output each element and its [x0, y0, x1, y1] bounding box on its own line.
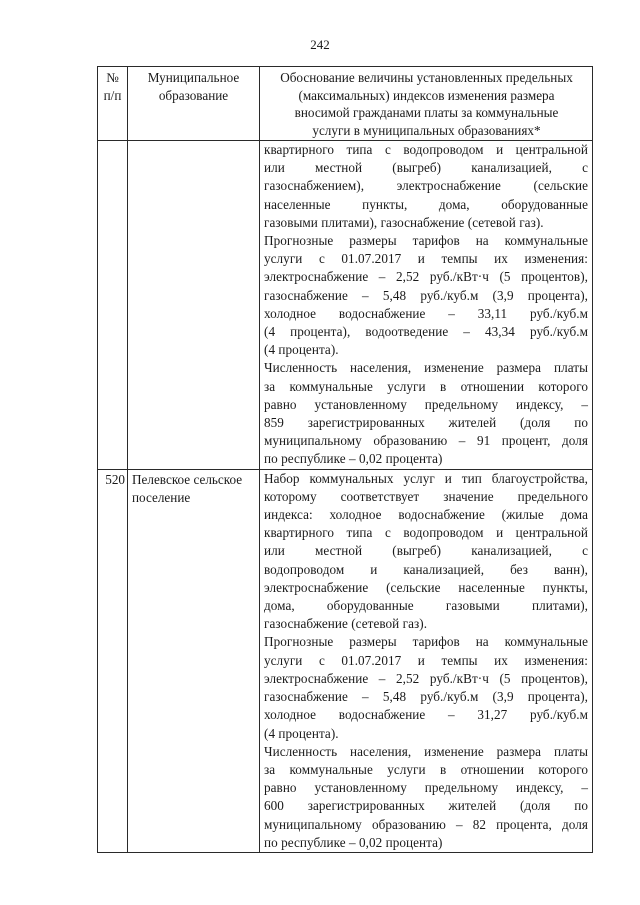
justification-paragraph	[264, 232, 588, 359]
text-line: (4 процента).	[264, 725, 339, 741]
row-justification	[260, 469, 593, 852]
text-line: 600 зарегистрированных жителей (доля по	[264, 798, 588, 814]
text-line: дома, оборудованные газовыми плитами),	[264, 598, 588, 614]
page-number: 242	[310, 37, 330, 52]
text-line: газоснабжением), электроснабжение (сельские	[264, 178, 588, 194]
row-number	[98, 141, 128, 470]
text-line: услуги с 01.07.2017 и темпы их изменения:	[264, 652, 588, 668]
header-municipality-line: образование	[158, 87, 229, 103]
row-number: 520	[98, 469, 128, 852]
header-number-line: п/п	[103, 87, 122, 103]
row-municipality: Пелевское сельское поселение	[128, 469, 260, 852]
text-line: Численность населения, изменение размера платы	[264, 743, 588, 759]
table-row	[98, 141, 593, 470]
text-line: (4 процента).	[264, 342, 339, 358]
text-line: газоснабжение – 5,48 руб./куб.м (3,9 процента),	[264, 287, 588, 303]
text-line: 859 зарегистрированных жителей (доля по	[264, 415, 588, 431]
justification-paragraph	[264, 743, 588, 852]
text-line: по республике – 0,02 процента)	[264, 834, 443, 850]
header-municipality	[128, 67, 260, 141]
text-line: или местной (выгреб) канализацией, с	[264, 543, 588, 559]
text-line: за коммунальные услуги в отношении которого	[264, 761, 588, 777]
justification-paragraph	[264, 633, 588, 742]
text-line: квартирного типа с водопроводом и центральной	[264, 142, 588, 157]
text-line: Прогнозные размеры тарифов на коммунальные	[264, 634, 588, 650]
text-line: равно установленному предельному индексу, –	[264, 780, 588, 796]
text-line: электроснабжение (сельские населенные пункты,	[264, 579, 588, 595]
header-justification-line: (максимальных) индексов изменения размера	[298, 87, 555, 103]
justification-paragraph	[264, 141, 588, 232]
text-line: Численность населения, изменение размера платы	[264, 360, 588, 376]
text-line: Набор коммунальных услуг и тип благоустройства,	[264, 470, 588, 486]
header-municipality-line: Муниципальное	[147, 70, 240, 85]
text-line: по республике – 0,02 процента)	[264, 451, 443, 467]
header-justification-line: Обоснование величины установленных предельных	[280, 70, 573, 85]
text-line: квартирного типа с водопроводом и центральной	[264, 525, 588, 541]
text-line: за коммунальные услуги в отношении которого	[264, 378, 588, 394]
header-justification	[260, 67, 593, 141]
text-line: которому соответствует значение предельного	[264, 488, 588, 504]
text-line: муниципальному образованию – 82 процента, доля	[264, 816, 588, 832]
header-justification-line: услуги в муниципальных образованиях*	[312, 122, 541, 138]
text-line: услуги с 01.07.2017 и темпы их изменения:	[264, 251, 588, 267]
table-row	[98, 469, 593, 852]
header-number	[98, 67, 128, 141]
text-line: электроснабжение – 2,52 руб./кВт·ч (5 процентов),	[264, 269, 588, 285]
text-line: (4 процента), водоотведение – 43,34 руб./куб.м	[264, 324, 588, 340]
text-line: газоснабжение (сетевой газ).	[264, 616, 428, 632]
header-justification-line: вносимой гражданами платы за коммунальные	[294, 105, 559, 120]
text-line: муниципальному образованию – 91 процент, доля	[264, 433, 588, 449]
justification-paragraph	[264, 359, 588, 468]
text-line: или местной (выгреб) канализацией, с	[264, 160, 588, 176]
text-line: населенные пункты, дома, оборудованные	[264, 196, 588, 212]
tariff-index-table	[97, 66, 593, 853]
text-line: Прогнозные размеры тарифов на коммунальные	[264, 233, 588, 249]
row-justification	[260, 141, 593, 470]
text-line: индекса: холодное водоснабжение (жилые дома	[264, 507, 588, 523]
text-line: водопроводом и канализацией, без ванн),	[264, 561, 588, 577]
text-line: электроснабжение – 2,52 руб./кВт·ч (5 процентов),	[264, 670, 588, 686]
header-number-line: №	[106, 70, 119, 85]
justification-paragraph	[264, 470, 588, 634]
row-municipality	[128, 141, 260, 470]
text-line: равно установленному предельному индексу, –	[264, 396, 588, 412]
table-header-row	[98, 67, 593, 141]
text-line: газовыми плитами), газоснабжение (сетевой газ).	[264, 214, 544, 230]
text-line: холодное водоснабжение – 33,11 руб./куб.м	[264, 305, 588, 321]
text-line: газоснабжение – 5,48 руб./куб.м (3,9 процента),	[264, 689, 588, 705]
text-line: холодное водоснабжение – 31,27 руб./куб.м	[264, 707, 588, 723]
